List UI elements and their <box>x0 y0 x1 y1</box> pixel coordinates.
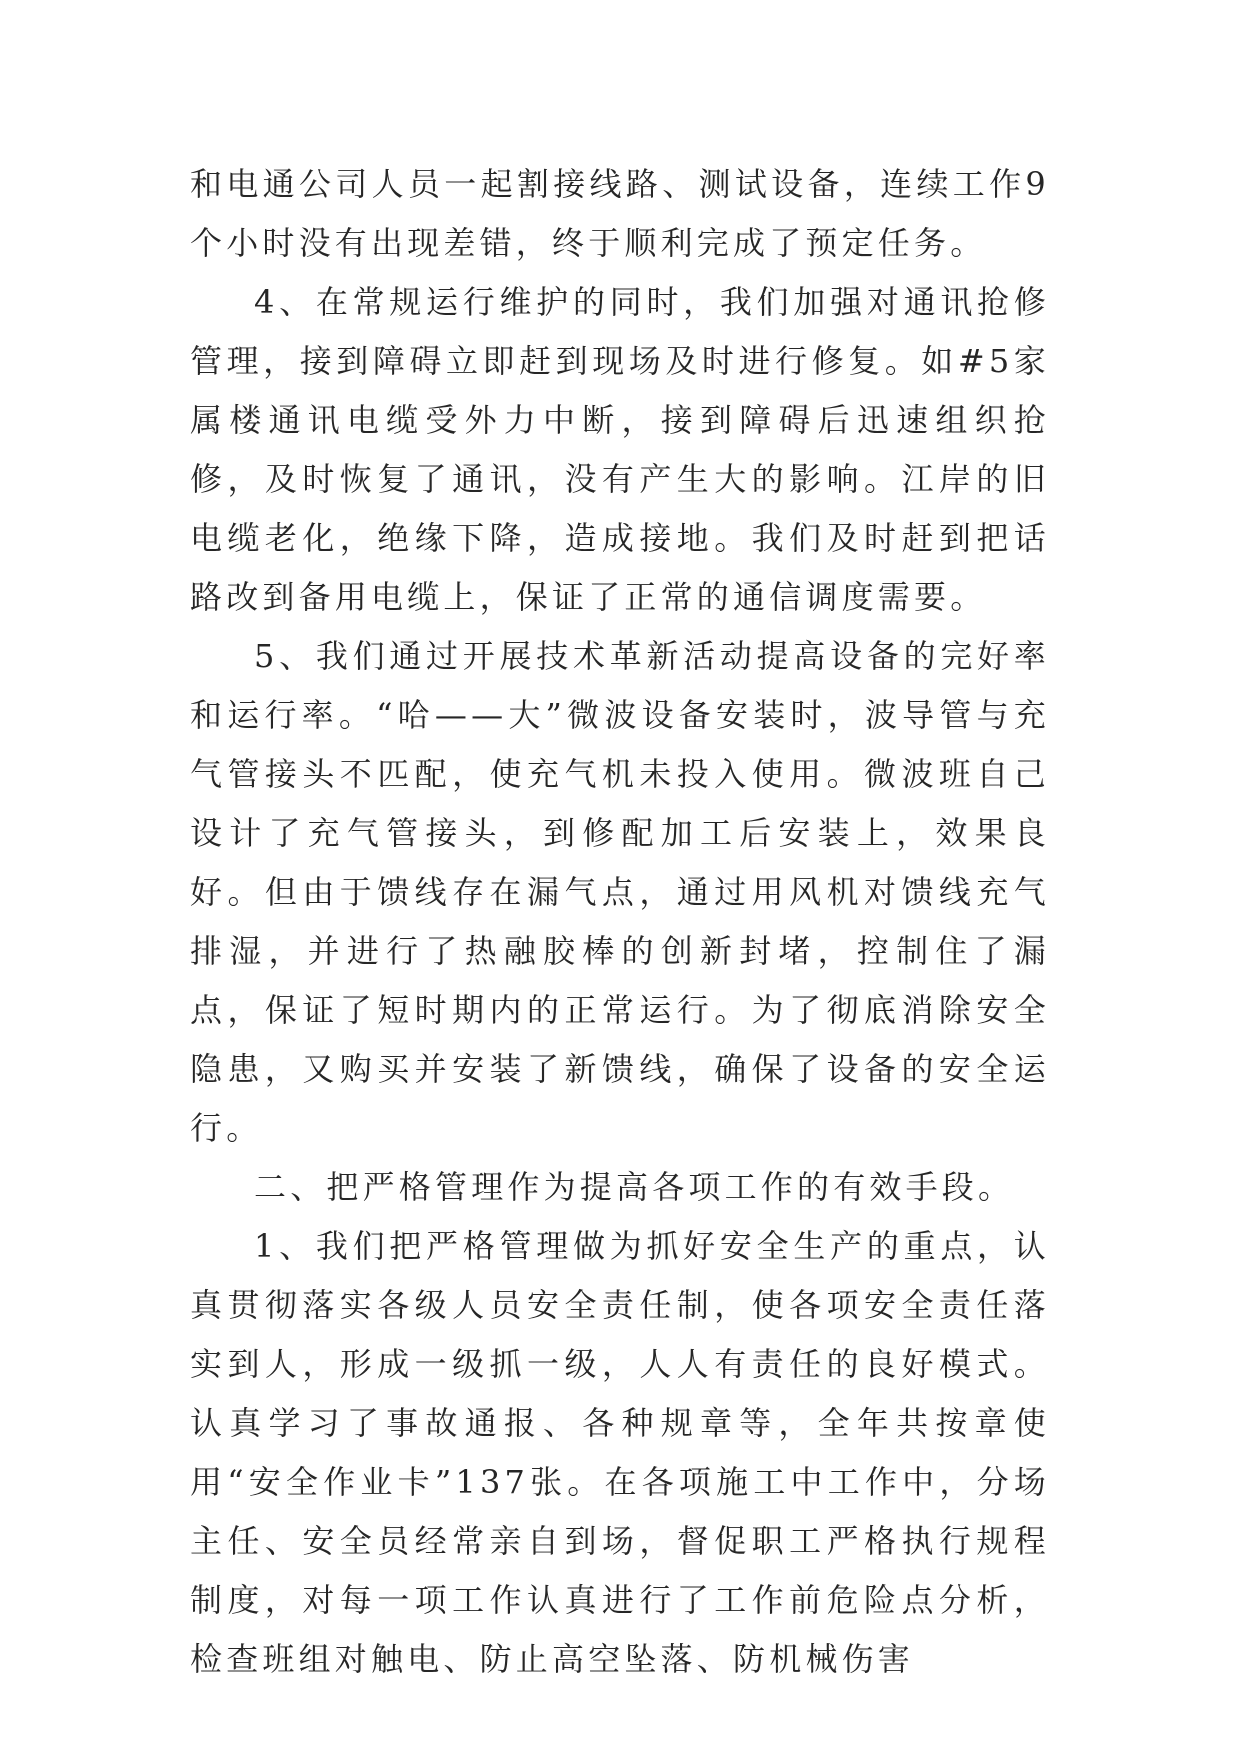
paragraph-item-4: 4、在常规运行维护的同时，我们加强对通讯抢修管理，接到障碍立即赶到现场及时进行修复。如#5家属楼通讯电缆受外力中断，接到障碍后迅速组织抢修，及时恢复了通讯，没有产生大的影响。江岸的旧电缆老化，绝缘下降，造成接地。我们及时赶到把话路改到备用电缆上，保证了正常的通信调度需要。 <box>190 283 1050 616</box>
document-body <box>190 155 1050 1689</box>
paragraph-continuation: 和电通公司人员一起割接线路、测试设备，连续工作9个小时没有出现差错，终于顺利完成了预定任务。 <box>190 165 1050 262</box>
section-heading-2: 二、把严格管理作为提高各项工作的有效手段。 <box>254 1168 1015 1206</box>
paragraph-item-1: 1、我们把严格管理做为抓好安全生产的重点，认真贯彻落实各级人员安全责任制，使各项安全责任落实到人，形成一级抓一级，人人有责任的良好模式。认真学习了事故通报、各种规章等，全年共按章使用“安全作业卡”137张。在各项施工中工作中，分场主任、安全员经常亲自到场，督促职工严格执行规程制度，对每一项工作认真进行了工作前危险点分析，检查班组对触电、防止高空坠落、防机械伤害 <box>190 1227 1050 1678</box>
paragraph-item-5: 5、我们通过开展技术革新活动提高设备的完好率和运行率。“哈——大”微波设备安装时，波导管与充气管接头不匹配，使充气机未投入使用。微波班自己设计了充气管接头，到修配加工后安装上，效果良好。但由于馈线存在漏气点，通过用风机对馈线充气排湿，并进行了热融胶棒的创新封堵，控制住了漏点，保证了短时期内的正常运行。为了彻底消除安全隐患，又购买并安装了新馈线，确保了设备的安全运行。 <box>190 637 1050 1147</box>
